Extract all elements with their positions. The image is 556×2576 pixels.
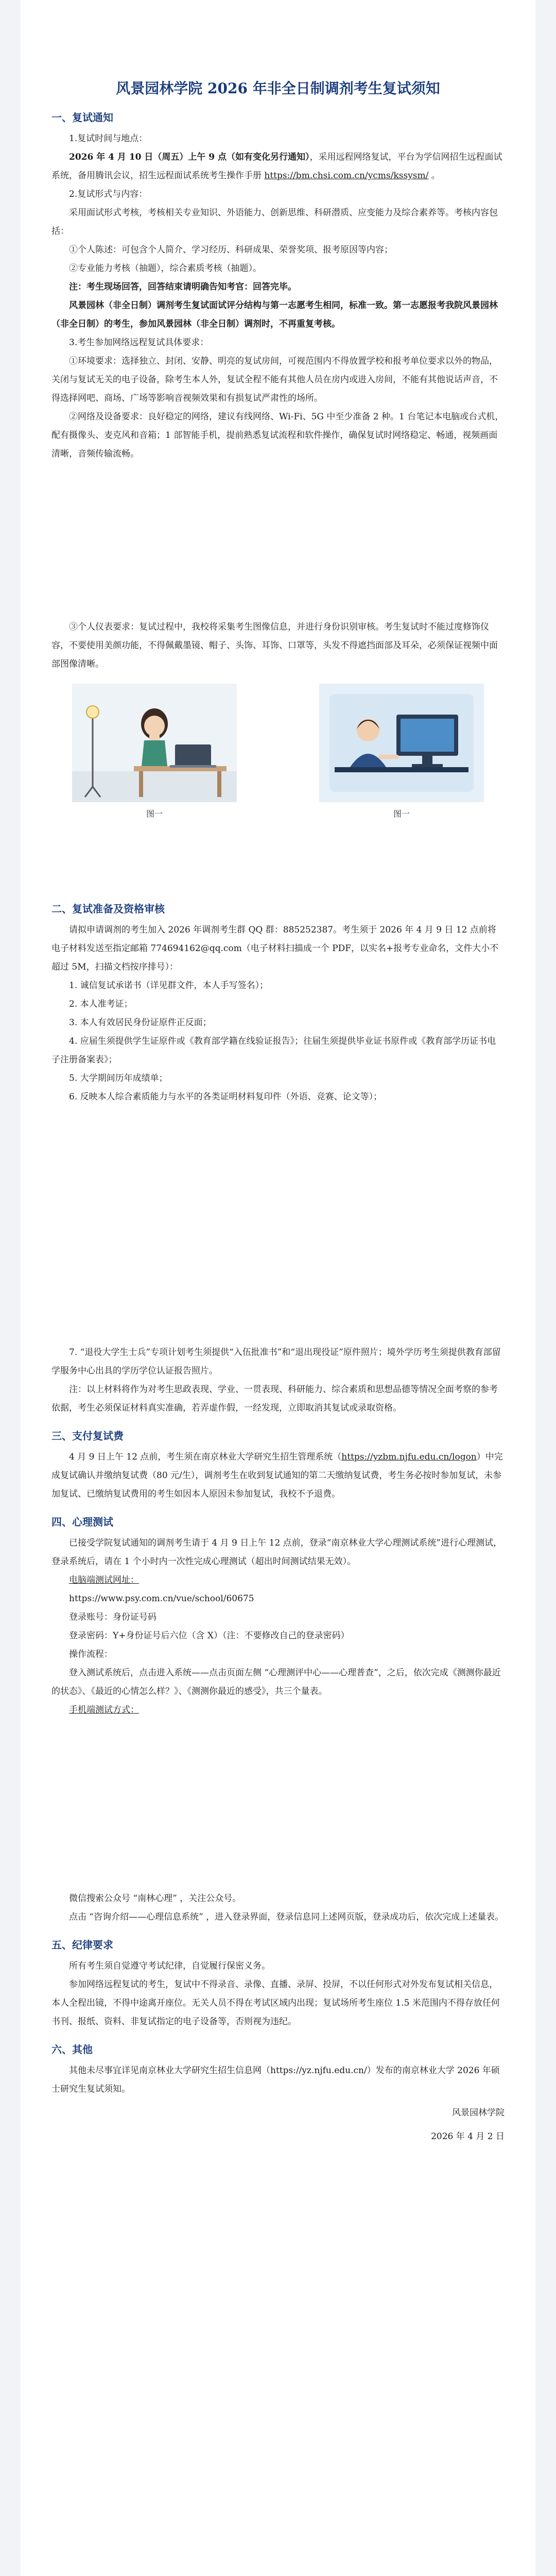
illustration-row — [72, 684, 484, 819]
s2-item-5: 5. 大学期间历年成绩单； — [69, 1073, 168, 1083]
s3-text: 4 月 9 日上午 12 点前，考生须在南京林业大学研究生招生管理系统（ — [69, 1452, 342, 1462]
notice-page — [21, 0, 535, 2576]
signature-org: 风景园林学院 — [452, 2108, 505, 2118]
s3-paragraph — [51, 1448, 505, 1503]
wechat-text: 微信搜索公众号 “南林心理” ，关注公众号。 — [69, 1893, 241, 1904]
signature-date: 2026 年 4 月 2 日 — [431, 2131, 505, 2142]
blank-space-2 — [51, 823, 505, 890]
blank-space-3 — [51, 1106, 505, 1343]
s5-p2: 参加网络远程复试的考生，复试中不得录音、录像、直播、录屏、投屏，不以任何形式对外发布复试相关信息，本人全程出镜，不得中途离开座位。无关人员不得在考试区域内出现；复试场所考生座位 1.5 米范围内不得存放任何书刊、报纸、资料、非复试指定的电子设备等，否则视为违纪。 — [51, 1979, 500, 2027]
form-item-1: ①个人陈述：可包含个人简介、学习经历、科研成果、荣誉奖项、报考原因等内容； — [69, 245, 393, 255]
system-link[interactable]: https://yzbm.njfu.edu.cn/logon — [341, 1452, 477, 1462]
blank-space-4 — [51, 1719, 505, 1889]
time-text1: ，采用远程网络复试，平台为学信网招生远程面试系统，备用腾讯会议，招生远程面试系统考生操作手册 — [51, 152, 502, 181]
manual-link[interactable]: https://bm.chsi.com.cn/ycms/kssysm/ — [264, 171, 429, 181]
s6-p1: 其他未尽事宜详见南京林业大学研究生招生信息网（https://yz.njfu.edu.cn/）发布的南京林业大学 2026 年硕士研究生复试须知。 — [51, 2065, 500, 2094]
login-account: 登录账号：身份证号码 — [69, 1612, 157, 1622]
mobile-label: 手机端测试方式： — [69, 1705, 139, 1715]
time-bold: 2026 年 4 月 10 日（周五）上午 9 点（如有变化另行通知） — [69, 152, 310, 162]
student-laptop-illustration — [72, 684, 237, 802]
s5-p1: 所有考生须自觉遵守考试纪律，自觉履行保密义务。 — [69, 1961, 270, 1971]
s2-item-6: 6. 反映本人综合素质能力与水平的各类证明材料复印件（外语、竞赛、论文等）； — [69, 1092, 383, 1102]
section-heading-1: 一、复试通知 — [51, 111, 113, 124]
illustration-2 — [319, 684, 484, 819]
section-heading-5: 五、纪律要求 — [51, 1939, 113, 1951]
s4-text: 已接受学院复试通知的调剂考生请于 4 月 9 日上午 12 点前，登录“南京林业大学心理测试系统”进行心理测试，登录系统后，请在 1 个小时内一次性完成心理测试（超出时间测试结果无效）。 — [51, 1538, 502, 1567]
s2-item-2: 2. 本人准考证； — [69, 999, 133, 1009]
section-heading-3: 三、支付复试费 — [51, 1430, 124, 1442]
time-text2: 。 — [428, 171, 440, 181]
req-environment: ①环境要求：选择独立、封闭、安静、明亮的复试房间，可视范围内不得放置学校和报考单位要求以外的物品，关闭与复试无关的电子设备，除考生本人外，复试全程不能有其他人员在房内或进入房间，不能有其他说话声音，不得选择网吧、商场、广场等影响音视频效果和有损复试严肃性的场所。 — [51, 356, 498, 403]
section-heading-6: 六、其他 — [51, 2043, 93, 2056]
notice-bold-1: 注：考生现场回答，回答结束请明确告知考官：回答完毕。 — [69, 282, 297, 292]
wechat-text-2: 点击 “咨询介绍——心理信息系统” ，进入登录界面，登录信息同上述网页版，登录成功后，依次完成上述量表。 — [69, 1912, 504, 1922]
s2-item-3: 3. 本人有效居民身份证原件正反面； — [69, 1018, 212, 1028]
blank-space — [51, 463, 505, 618]
form-heading: 2.复试形式与内容： — [69, 189, 148, 199]
time-heading: 1.复试时间与地点： — [69, 133, 148, 144]
illustration-1 — [72, 684, 237, 819]
login-password: 登录密码：Y+身份证号后六位（含 X）（注：不要修改自己的登录密码） — [69, 1631, 350, 1641]
steps-text: 登入测试系统后，点击进入系统——点击页面左侧 “心理测评中心——心理普查”，之后，依次完成《测测你最近的状态》、《最近的心情怎么样？》、《测测你最近的感受》，共三个量表。 — [51, 1668, 501, 1697]
notice-bold-2: 风景园林（非全日制）调剂考生复试面试评分结构与第一志愿考生相同，标准一致。第一志愿报考我院风景园林（非全日制）的考生，参加风景园林（非全日制）调剂时，不再重复考核。 — [51, 300, 498, 329]
s2-note: 注：以上材料将作为对考生思政表现、学业、一贯表现、科研能力、综合素质和思想品德等情况全面考察的参考依据，考生必须保证材料真实准确，若弄虚作假，一经发现，立即取消其复试或录取资格。 — [51, 1384, 498, 1413]
s2-item-7: 7. “退役大学生士兵”专项计划考生须提供“入伍批准书”和“退出现役证”原件照片；境外学历考生须提供教育部留学服务中心出具的学历学位认证报告照片。 — [51, 1347, 501, 1376]
s2-item-4: 4. 应届生须提供学生证原件或《教育部学籍在线验证报告》；往届生须提供毕业证书原件或《教育部学历证书电子注册备案表》； — [51, 1036, 496, 1065]
req-heading: 3.考生参加网络远程复试具体要求： — [69, 337, 209, 348]
steps-label: 操作流程： — [69, 1649, 113, 1659]
req-network: ②网络及设备要求：良好稳定的网络，建议有线网络、Wi-Fi、5G 中至少准备 2 种。1 台笔记本电脑或台式机，配有摄像头、麦克风和音箱；1 部智能手机，提前熟悉复试流程和软件操作，确保复试时网络稳定、畅通，视频画面清晰，音频传输流畅。 — [51, 412, 504, 459]
section-heading-4: 四、心理测试 — [51, 1516, 113, 1528]
page-title: 风景园林学院 2026 年非全日制调剂考生复试须知 — [116, 80, 440, 97]
pc-label: 电脑端测试网址： — [69, 1575, 139, 1585]
caption-1: 图一 — [146, 809, 163, 819]
s2-item-1: 1. 诚信复试承诺书（详见群文件，本人手写签名）； — [69, 980, 269, 991]
time-paragraph — [51, 148, 505, 185]
req-appearance: ③个人仪表要求：复试过程中，我校将采集考生图像信息，并进行身份识别审核。考生复试时不能过度修饰仪容，不要使用美颜功能，不得佩戴墨镜、帽子、头饰、耳饰、口罩等，头发不得遮挡面部及耳朵，必须保证视频中面部图像清晰。 — [51, 622, 498, 669]
s2-intro: 请拟申请调剂的考生加入 2026 年调剂考生群 QQ 群：885252387。考生须于 2026 年 4 月 9 日 12 点前将电子材料发送至指定邮箱 774694162@qq.com（电子材料扫描成一个 PDF，以实名+报考专业命名，文件大小不超过 5M，扫描文档按序排号）： — [51, 925, 499, 972]
caption-2: 图一 — [393, 809, 410, 819]
form-text: 采用面试形式考核，考核相关专业知识、外语能力、创新思维、科研潜质、应变能力及综合素养等。考核内容包括： — [51, 208, 498, 236]
s3-text2: ）中完成复试确认并缴纳复试费（80 元/生），调剂考生在收到复试通知的第二天缴纳复试费，考生务必按时参加复试，未参加复试、已缴纳复试费用的考生如因本人原因未参加复试，我校不予退费。 — [51, 1452, 503, 1499]
student-computer-illustration — [319, 684, 484, 802]
section-heading-2: 二、复试准备及资格审核 — [51, 903, 165, 915]
form-item-2: ②专业能力考核（抽题），综合素质考核（抽题）。 — [69, 263, 262, 274]
pc-url[interactable]: https://www.psy.com.cn/vue/school/60675 — [69, 1594, 254, 1604]
